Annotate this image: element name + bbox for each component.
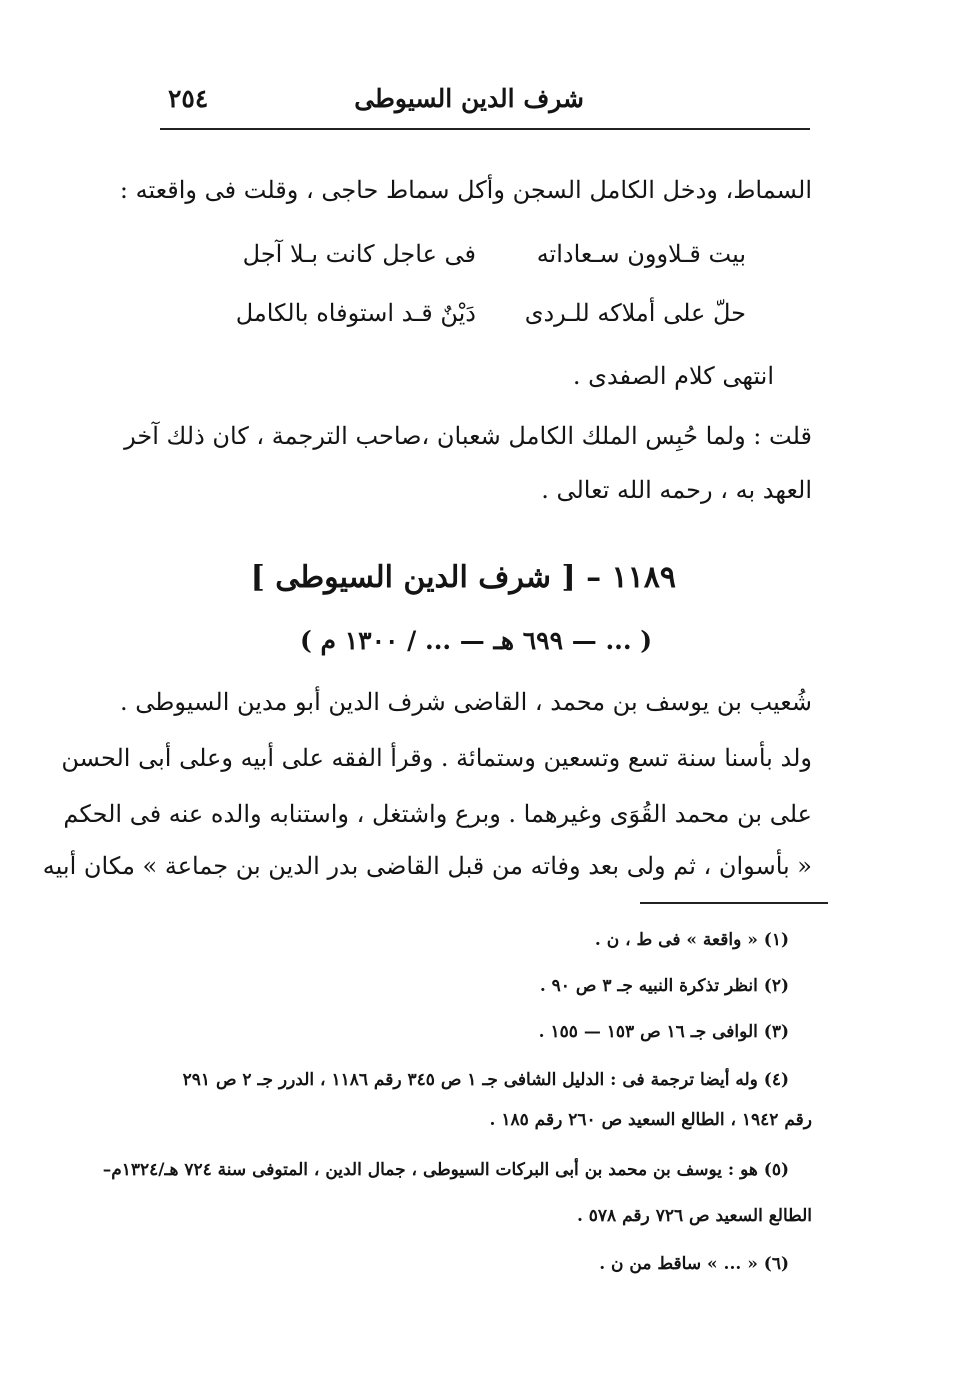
text-line: ولد بأسنا سنة تسع وتسعين وستمائة . وقرأ الفقه على أبيه وعلى أبى الحسن [61,744,812,772]
verse-hemistich: حلّ على أملاكه للـردى [524,299,746,327]
text-line: العهد به ، رحمه الله تعالى . [541,476,812,504]
text-line: السماط، ودخل الكامل السجن وأكل سماط حاجى ، وقلت فى واقعته : [119,176,812,204]
footnote: (٦) « ... » ساقط من ن . [599,1254,789,1274]
footnote: (٣) الوافى جـ ١٦ ص ١٥٣ — ١٥٥ . [538,1022,789,1042]
text-line: انتهى كلام الصفدى . [572,362,774,390]
footnote: رقم ١٩٤٢ ، الطالع السعيد ص ٢٦٠ رقم ١٨٥ . [489,1110,812,1130]
footnote: (٤) وله أيضا ترجمة فى : الدليل الشافى جـ ١ ص ٣٤٥ رقم ١١٨٦ ، الدرر جـ ٢ ص ٢٩١ [182,1070,789,1090]
footnote: (٥) هو : يوسف بن محمد بن أبى البركات السيوطى ، جمال الدين ، المتوفى سنة ٧٢٤ هـ/١٣٢٤م– [102,1160,789,1180]
entry-heading: ١١٨٩ – [ شرف الدين السيوطى ] [250,560,676,595]
footnote: (١) « واقعة » فى ط ، ن . [594,930,789,950]
page-header [160,78,810,130]
verse-hemistich: بيت قـلاوون سـعاداته [536,240,746,268]
text-line: على بن محمد القُوَى وغيرهما . وبرع واشتغل ، واستنابه والده عنه فى الحكم [63,800,812,828]
verse-hemistich: دَيْنٌ قـد استوفاه بالكامل [235,299,476,327]
footnote-separator [640,902,828,904]
text-line: شُعيب بن يوسف بن محمد ، القاضى شرف الدين أبو مدين السيوطى . [119,688,812,716]
footnote: الطالع السعيد ص ٧٢٦ رقم ٥٧٨ . [576,1206,812,1226]
text-line: « بأسوان ، ثم ولى بعد وفاته من قبل القاضى بدر الدين بن جماعة » مكان أبيه [42,852,812,880]
page-number: ٢٥٤ [168,84,209,113]
footnote: (٢) انظر تذكرة النبيه جـ ٣ ص ٩٠ . [539,976,789,996]
running-title: شرف الدين السيوطى [354,84,584,113]
verse-hemistich: فى عاجل كانت بـلا آجل [242,240,476,268]
text-line: قلت : ولما حُبِس الملك الكامل شعبان ،صاحب الترجمة ، كان ذلك آخر [124,422,812,450]
entry-dates: ( ٦٩٩ هـ — ... / ١٣٠٠ م — ... ) [300,626,653,655]
